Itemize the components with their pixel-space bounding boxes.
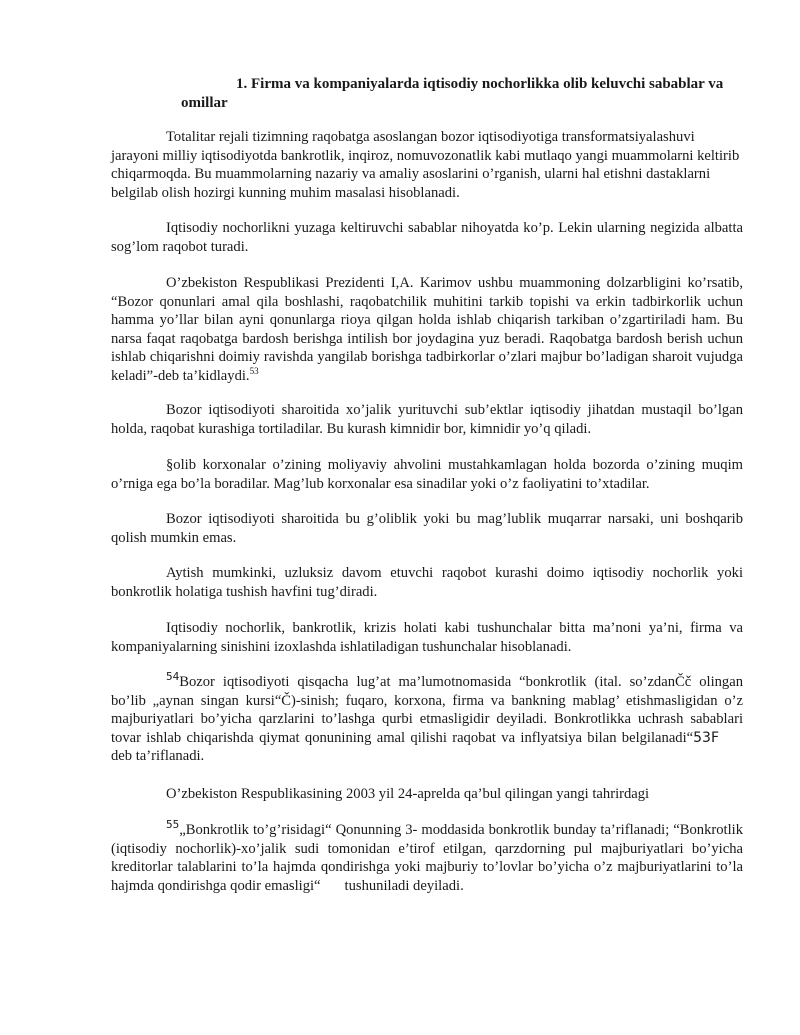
section-heading-line-2: omillar	[181, 95, 228, 111]
paragraph-9	[111, 670, 743, 766]
paragraph-6: Bozor iqtisodiyoti sharoitida bu g’oliblik yoki bu mag’lublik muqarrar narsaki, uni boshqarib qolish mumkin emas.	[111, 511, 743, 546]
footnote-marker-55: 55	[166, 818, 180, 832]
paragraph-9-ending: deb ta’riflanadi.	[111, 748, 205, 765]
paragraph-7: Aytish mumkinki, uzluksiz davom etuvchi raqobot kurashi doimo iqtisodiy nochorlik yoki bonkrotlik holatiga tushish havfini tug’diradi.	[111, 565, 743, 600]
paragraph-3-text: O’zbekiston Respublikasi Prezidenti I,A. Karimov ushbu muammoning dolzarbligini ko’rsatib, “Bozor qonunlari amal qila boshlashi, raqobatchilik muhitini tarkib topishi va erkin tadbirkorlik uchun hamma yo’llar bilan ayni qonunlarga rioya qilgan holda ishlab chiqarish tarkiban o’zgartiriladi ham. Bu narsa faqat raqobatga bardosh berishga intilish bor joydagina yuz beradi. Raqobatga bardosh berish uchun ishlab chiqarishni doimiy ravishda yangilab borishga tadbirkorlar o’zlari majbur bo’ladigan sharoit vujudga keladi”-deb ta’kidlaydi.	[111, 275, 743, 384]
paragraph-11-ending: tushuniladi deyiladi.	[344, 877, 464, 894]
section-heading-line-1: 1. Firma va kompaniyalarda iqtisodiy nochorlikka olib keluvchi sabablar va	[236, 76, 724, 92]
paragraph-1: Totalitar rejali tizimning raqobatga asoslangan bozor iqtisodiyotiga transformatsiyalashuvi jarayoni milliy iqtisodiyotda bankrotlik, inqiroz, nomuvozonatlik kabi mutlaqo yangi muammolarni keltirib chiqarmoqda. Bu muammolarning nazariy va amaliy asoslarini o’rganish, ularni hal etishni dastaklarni belgilab olish hozirgi kunning muhim masalasi hisoblanadi.	[111, 129, 740, 201]
paragraph-10: O’zbekiston Respublikasining 2003 yil 24-aprelda qa’bul qilingan yangi tahrirdagi	[166, 786, 650, 802]
footnote-code: 53F	[693, 729, 719, 746]
paragraph-5: §olib korxonalar o’zining moliyaviy ahvolini mustahkamlagan holda bozorda o’zining muqim o’rniga ega bo’la boradilar. Mag’lub korxonalar esa sinadilar yoki o’z faoliyatini to’xtadilar.	[111, 457, 743, 492]
paragraph-2: Iqtisodiy nochorlikni yuzaga keltiruvchi sabablar nihoyatda ko’p. Lekin ularning negizida albatta sog’lom raqobot turadi.	[111, 220, 743, 255]
footnote-marker-54: 54	[166, 670, 180, 684]
paragraph-4: Bozor iqtisodiyoti sharoitida xo’jalik yurituvchi sub’ektlar iqtisodiy jihatdan mustaqil bo’lgan holda, raqobat kurashiga tortiladilar. Bu kurash kimnidir bor, kimnidir yo’q qiladi.	[111, 402, 743, 437]
footnote-ref-53: 53	[249, 366, 259, 377]
paragraph-8: Iqtisodiy nochorlik, bankrotlik, krizis holati kabi tushunchalar bitta ma’noni ya’ni, firma va kompaniyalarning sinishini izoxlashda ishlatiladigan tushunchalar hisoblanadi.	[111, 620, 743, 655]
paragraph-3	[111, 274, 743, 386]
paragraph-9-text: Bozor iqtisodiyoti qisqacha lug’at ma’lumotnomasida “bonkrotlik (ital. so’zdanČč olingan bo’lib „aynan singan kursi“Č)-sinish; fuqaro, korxona, firma va bankning mablag’ etishmasligidan o’z majburiyatlari bo’yicha qarzlarini to’lashga qurbi etmasligidir deyiladi. Bonkrotlikka uchrash sabablari tovar ishlab chiqarishda qiymat qonunining amal qilishi raqobat va inflyatsiya bilan belgilanadi“	[111, 674, 743, 746]
paragraph-11	[111, 818, 743, 895]
paragraph-11-text: „Bonkrotlik to’g’risidagi“ Qonunning 3- moddasida bonkrotlik bunday ta’riflanadi; “Bonkrotlik (iqtisodiy nochorlik)-xo’jalik sudi tomonidan e’tirof etilgan, qarzdorning pul majburiyatlari bo’yicha kreditorlar talablarini to’la hajmda qondirishga yoki majburiy to’lovlar bo’yicha o’z majburiyatlarini to’la hajmda qondirishga qodir emasligi“	[111, 822, 743, 894]
